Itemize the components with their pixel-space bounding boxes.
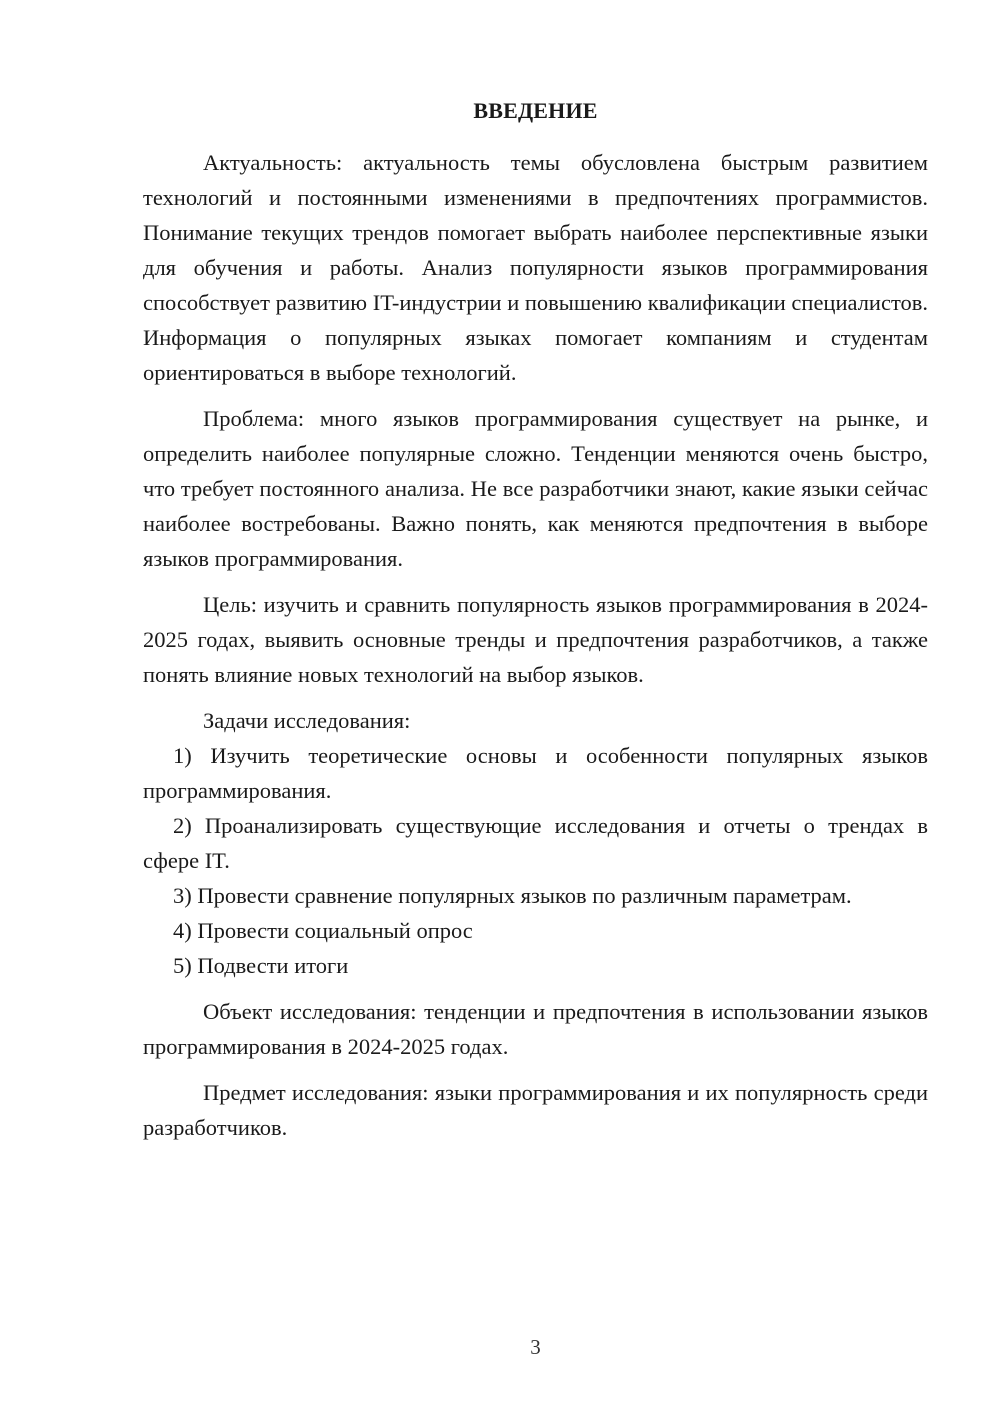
subject-paragraph: Предмет исследования: языки программирования и их популярность среди разработчиков. (143, 1080, 928, 1140)
task-item-4: 4) Провести социальный опрос (173, 918, 473, 943)
relevance-paragraph: Актуальность: актуальность темы обусловлена быстрым развитием технологий и постоянными изменениями в предпочтениях программистов. Понимание текущих трендов помогает выбрать наиболее перспективные языки для обучения и работы. Анализ популярности языков программирования способствует развитию IT-индустрии и повышению квалификации специалистов. Информация о популярных языках помогает компаниям и студентам ориентироваться в выборе технологий. (143, 150, 928, 385)
section-heading: ВВЕДЕНИЕ (473, 98, 598, 123)
tasks-heading: Задачи исследования: (203, 708, 411, 733)
goal-paragraph: Цель: изучить и сравнить популярность языков программирования в 2024-2025 годах, выявить основные тренды и предпочтения разработчиков, а также понять влияние новых технологий на выбор языков. (143, 592, 928, 687)
task-item-2: 2) Проанализировать существующие исследования и отчеты о трендах в сфере IT. (143, 813, 928, 873)
task-item-5: 5) Подвести итоги (173, 953, 349, 978)
document-body (143, 145, 928, 1145)
problem-paragraph: Проблема: много языков программирования существует на рынке, и определить наиболее популярные сложно. Тенденции меняются очень быстро, что требует постоянного анализа. Не все разработчики знают, какие языки сейчас наиболее востребованы. Важно понять, как меняются предпочтения в выборе языков программирования. (143, 406, 928, 571)
document-page (143, 0, 928, 1414)
page-number: 3 (530, 1335, 541, 1359)
task-item-3: 3) Провести сравнение популярных языков по различным параметрам. (173, 883, 852, 908)
object-paragraph: Объект исследования: тенденции и предпочтения в использовании языков программирования в 2024-2025 годах. (143, 999, 928, 1059)
task-item-1: 1) Изучить теоретические основы и особенности популярных языков программирования. (143, 743, 928, 803)
